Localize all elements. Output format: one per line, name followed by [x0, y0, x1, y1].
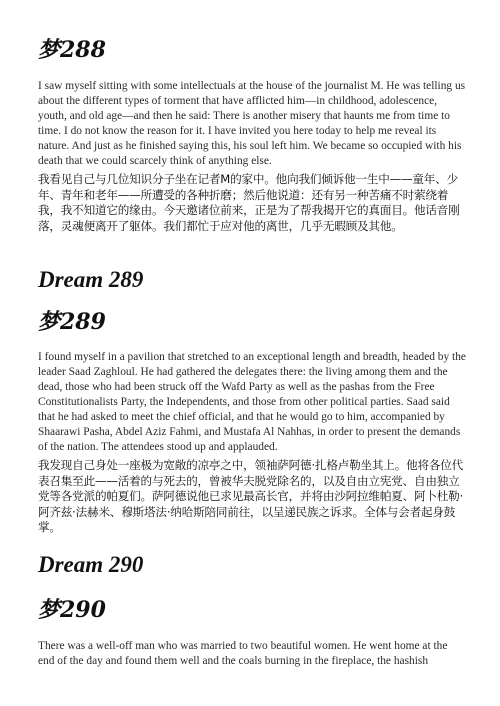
dream-290-en-heading: Dream 290 — [38, 552, 144, 577]
dream-289-chinese-text: 我发现自己身处一座极为宽敞的凉亭之中，领袖萨阿德·扎格卢勒坐其上。他将各位代表召集至此——活着的与死去的，曾被华夫脱党除名的，以及自由立宪党、自由独立党等各党派的帕夏们。萨阿德说他已求见最高长官，并将由沙阿拉维帕夏、阿卜杜勒·阿齐兹·法赫米、穆斯塔法·纳哈斯陪同前往，以呈递民族之诉求。全体与会者起身鼓掌。 — [38, 458, 464, 534]
dream-289-en-heading: Dream 289 — [38, 267, 144, 292]
dream-288-cn-heading: 梦288 — [38, 37, 106, 63]
dream-290-cn-heading: 梦290 — [38, 597, 106, 623]
dream-288-chinese-text: 我看见自己与几位知识分子坐在记者M的家中。他向我们倾诉他一生中——童年、少年、青年和老年——所遭受的各种折磨；然后他说道：还有另一种苦痛不时萦绕着我，我不知道它的缘由。今天邀诸位前来，正是为了帮我揭开它的真面目。他话音刚落，灵魂便离开了躯体。我们都忙于应对他的离世，几乎无暇顾及其他。 — [38, 172, 460, 233]
dream-289-cn-heading: 梦289 — [38, 309, 106, 335]
dream-289-english-text: I found myself in a pavilion that stretched to an exceptional length and breadth, headed by the leader Saad Zaghloul. He had gathered the delegates there: the living among them and the dead, those who had been struck off the Wafd Party as well as the pashas from the Free Constitutionalists Party, the Independents, and those from other political parties. Saad said that he had asked to meet the chief official, and that he would go to him, accompanied by Shaarawi Pasha, Abdel Aziz Fahmi, and Mustafa Al Nahhas, in order to present the demands of the nation. The attendees stood up and applauded. — [38, 351, 466, 453]
dream-288-english-text: I saw myself sitting with some intellectuals at the house of the journalist M. He was telling us about the different types of torment that have afflicted him—in childhood, adolescence, youth, and old age—and then he said: There is another misery that haunts me from time to time. I do not know the reason for it. I have invited you here today to help me reveal its nature. And just as he finished saying this, his soul left him. We became so occupied with his death that we could scarcely think of anything else. — [38, 80, 466, 167]
dream-290-english-text: There was a well-off man who was married to two beautiful women. He went home at the end of the day and found them well and the coals burning in the fireplace, the hashish — [38, 640, 448, 667]
